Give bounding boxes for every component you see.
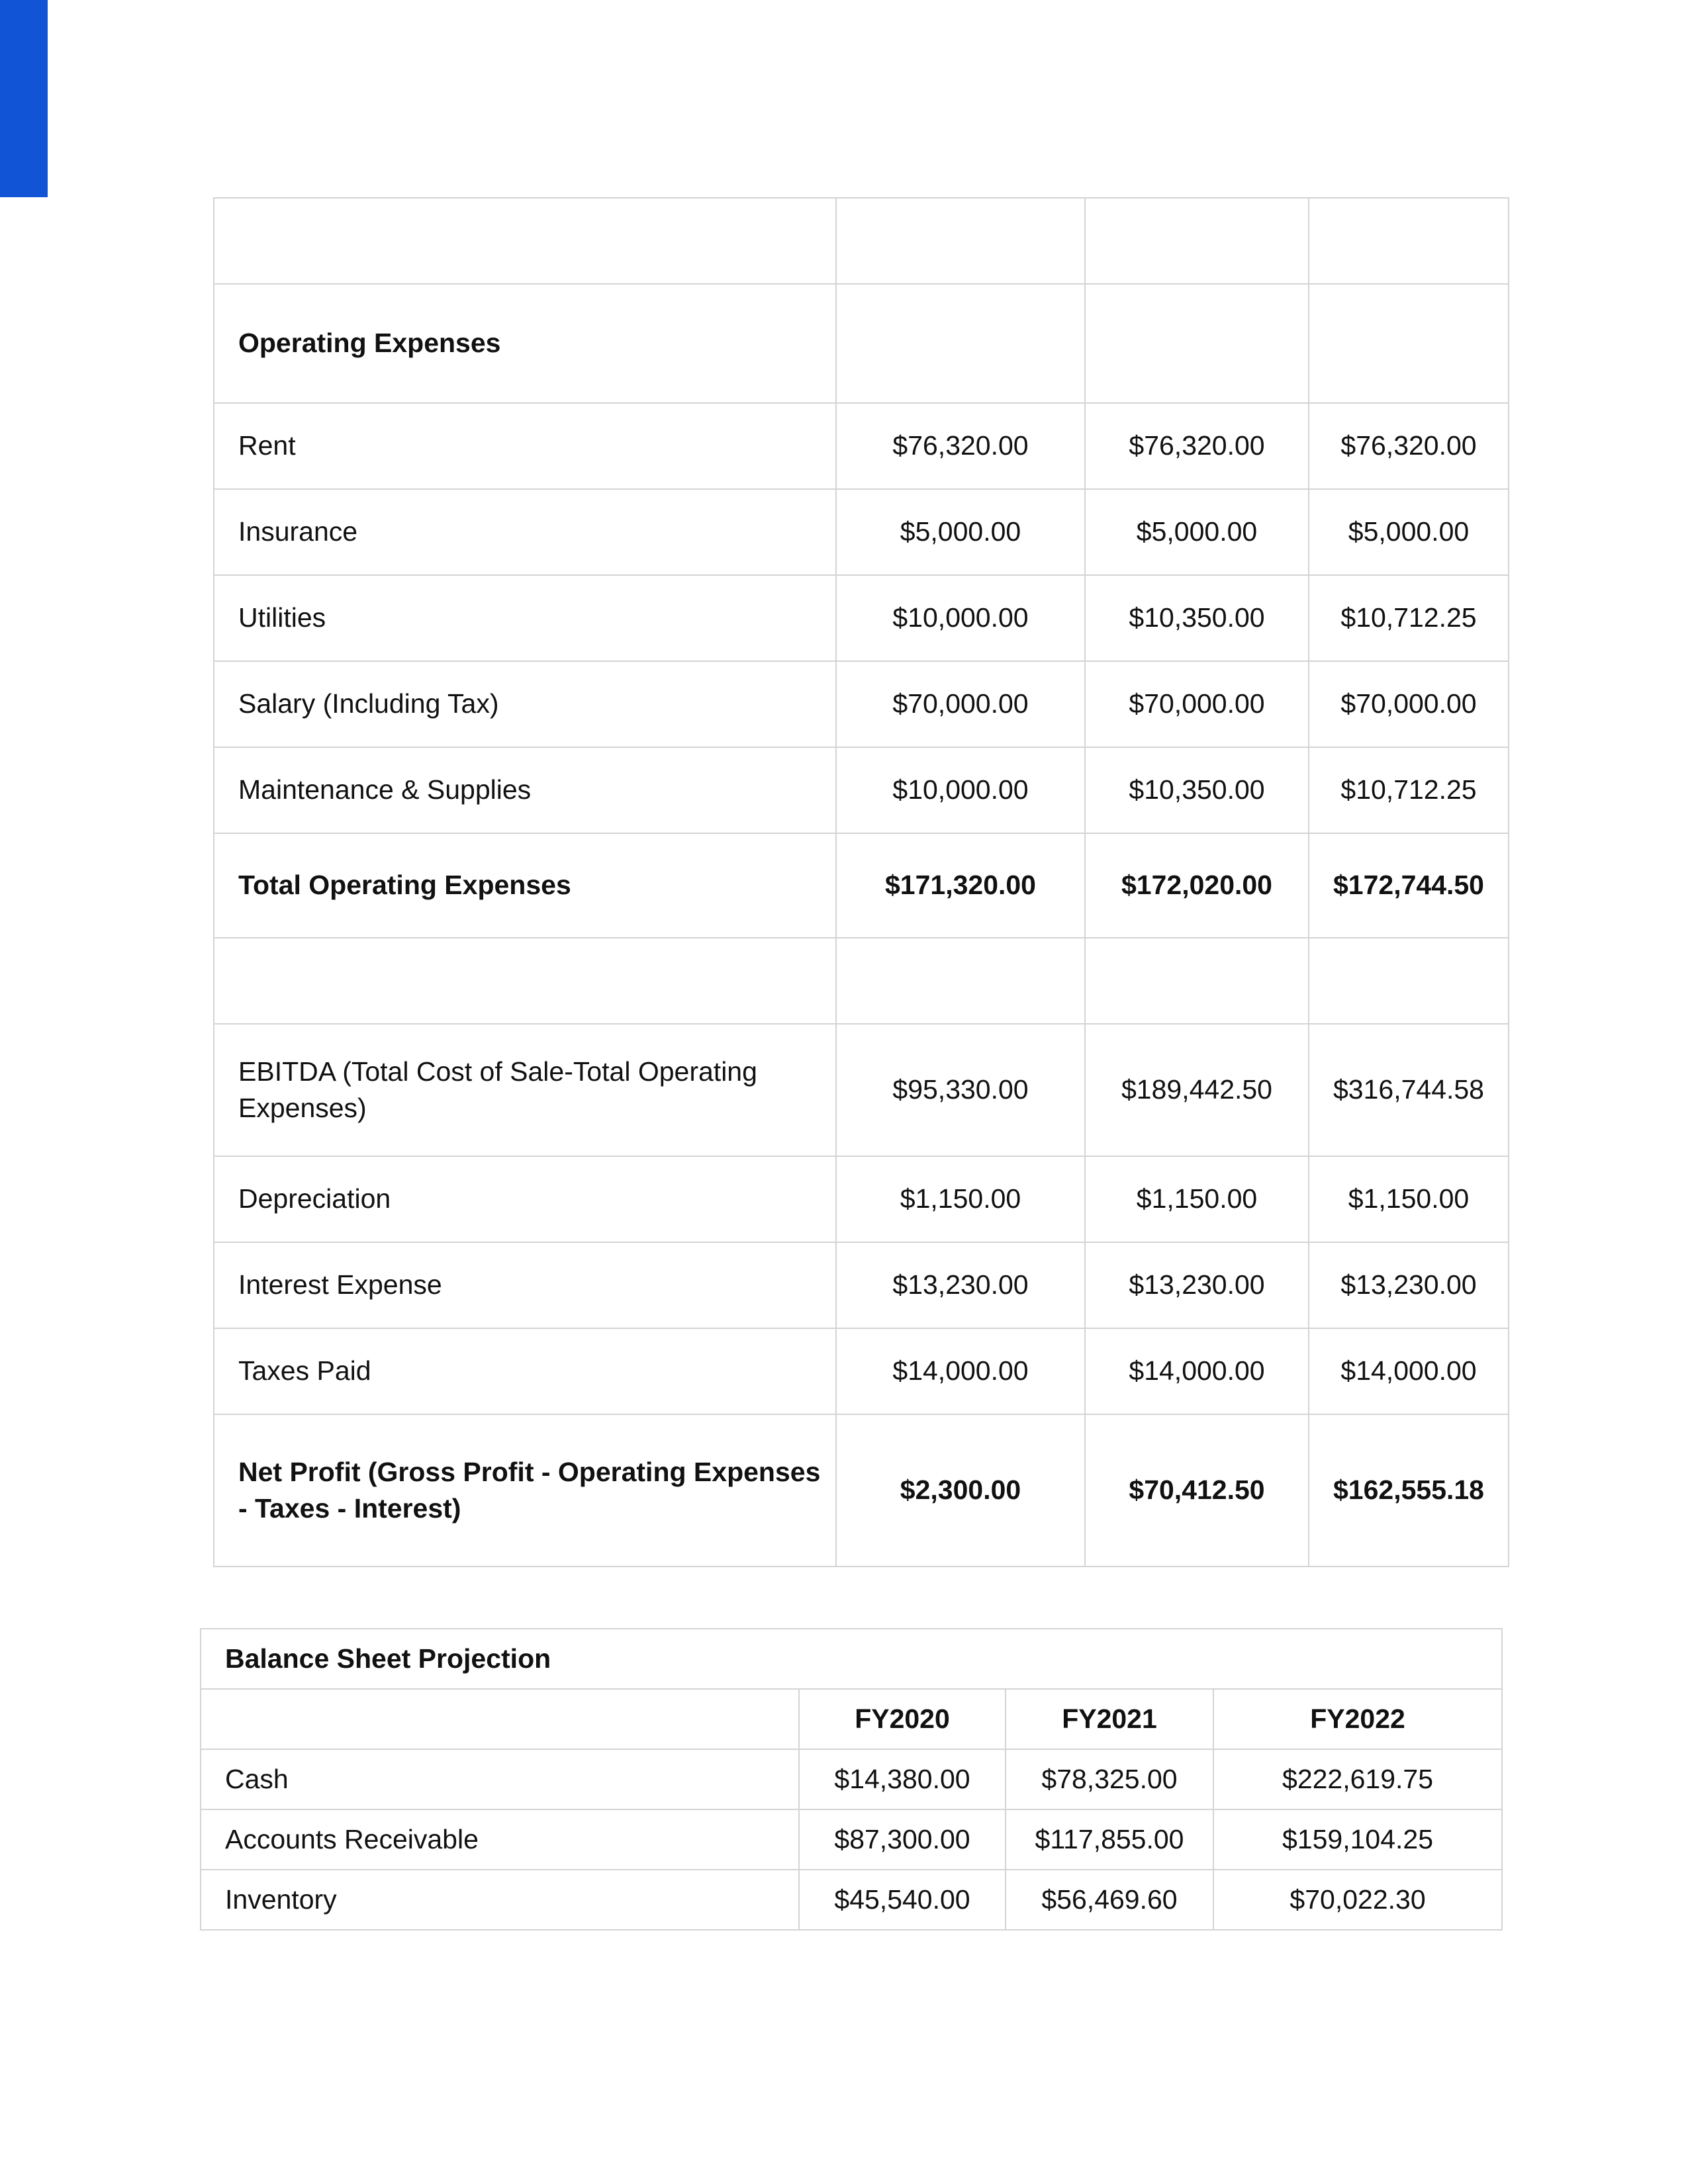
value-cell: $76,320.00 bbox=[836, 403, 1085, 489]
blank-cell bbox=[214, 938, 836, 1024]
blank-cell bbox=[1085, 198, 1309, 284]
value-cell: $78,325.00 bbox=[1006, 1749, 1213, 1809]
value-cell: $70,000.00 bbox=[1085, 661, 1309, 747]
value-cell: $45,540.00 bbox=[799, 1870, 1006, 1930]
row-label: EBITDA (Total Cost of Sale-Total Operating Expenses) bbox=[214, 1024, 836, 1156]
value-cell: $222,619.75 bbox=[1213, 1749, 1502, 1809]
blank-cell bbox=[1309, 284, 1509, 403]
table-row bbox=[214, 1156, 1509, 1242]
blank-cell bbox=[1309, 198, 1509, 284]
row-label: Salary (Including Tax) bbox=[214, 661, 836, 747]
table-row bbox=[214, 1328, 1509, 1414]
blank-cell bbox=[1309, 938, 1509, 1024]
value-cell: $159,104.25 bbox=[1213, 1809, 1502, 1870]
row-label: Rent bbox=[214, 403, 836, 489]
value-cell: $10,712.25 bbox=[1309, 747, 1509, 833]
value-cell: $95,330.00 bbox=[836, 1024, 1085, 1156]
table-row bbox=[201, 1870, 1502, 1930]
value-cell: $87,300.00 bbox=[799, 1809, 1006, 1870]
value-cell: $189,442.50 bbox=[1085, 1024, 1309, 1156]
value-cell: $162,555.18 bbox=[1309, 1414, 1509, 1567]
value-cell: $10,000.00 bbox=[836, 575, 1085, 661]
row-label: Total Operating Expenses bbox=[214, 833, 836, 938]
value-cell: $10,350.00 bbox=[1085, 747, 1309, 833]
blank-row bbox=[214, 938, 1509, 1024]
column-header-row bbox=[201, 1689, 1502, 1749]
accent-bar bbox=[0, 0, 48, 197]
row-label: Insurance bbox=[214, 489, 836, 575]
blank-cell bbox=[1085, 284, 1309, 403]
table-row bbox=[201, 1809, 1502, 1870]
net-profit-row bbox=[214, 1414, 1509, 1567]
value-cell: $117,855.00 bbox=[1006, 1809, 1213, 1870]
blank-cell bbox=[836, 938, 1085, 1024]
table-row bbox=[214, 403, 1509, 489]
value-cell: $13,230.00 bbox=[836, 1242, 1085, 1328]
value-cell: $1,150.00 bbox=[1085, 1156, 1309, 1242]
blank-cell bbox=[201, 1689, 799, 1749]
blank-cell bbox=[214, 198, 836, 284]
value-cell: $70,000.00 bbox=[836, 661, 1085, 747]
value-cell: $14,000.00 bbox=[836, 1328, 1085, 1414]
value-cell: $10,000.00 bbox=[836, 747, 1085, 833]
blank-cell bbox=[1085, 938, 1309, 1024]
table-row bbox=[214, 661, 1509, 747]
column-header: FY2022 bbox=[1213, 1689, 1502, 1749]
income-statement-table bbox=[213, 197, 1509, 1567]
row-label: Utilities bbox=[214, 575, 836, 661]
value-cell: $14,000.00 bbox=[1309, 1328, 1509, 1414]
table-row bbox=[201, 1749, 1502, 1809]
value-cell: $70,412.50 bbox=[1085, 1414, 1309, 1567]
total-operating-row bbox=[214, 833, 1509, 938]
value-cell: $14,000.00 bbox=[1085, 1328, 1309, 1414]
row-label: Interest Expense bbox=[214, 1242, 836, 1328]
blank-cell bbox=[836, 284, 1085, 403]
value-cell: $70,000.00 bbox=[1309, 661, 1509, 747]
blank-row bbox=[214, 198, 1509, 284]
value-cell: $5,000.00 bbox=[1309, 489, 1509, 575]
value-cell: $316,744.58 bbox=[1309, 1024, 1509, 1156]
value-cell: $5,000.00 bbox=[1085, 489, 1309, 575]
value-cell: $1,150.00 bbox=[1309, 1156, 1509, 1242]
ebitda-row bbox=[214, 1024, 1509, 1156]
value-cell: $172,744.50 bbox=[1309, 833, 1509, 938]
balance-sheet-title: Balance Sheet Projection bbox=[201, 1629, 1502, 1689]
row-label: Accounts Receivable bbox=[201, 1809, 799, 1870]
value-cell: $2,300.00 bbox=[836, 1414, 1085, 1567]
table-row bbox=[214, 747, 1509, 833]
column-header: FY2020 bbox=[799, 1689, 1006, 1749]
value-cell: $76,320.00 bbox=[1309, 403, 1509, 489]
value-cell: $5,000.00 bbox=[836, 489, 1085, 575]
value-cell: $171,320.00 bbox=[836, 833, 1085, 938]
value-cell: $56,469.60 bbox=[1006, 1870, 1213, 1930]
row-label: Inventory bbox=[201, 1870, 799, 1930]
value-cell: $14,380.00 bbox=[799, 1749, 1006, 1809]
value-cell: $76,320.00 bbox=[1085, 403, 1309, 489]
value-cell: $1,150.00 bbox=[836, 1156, 1085, 1242]
section-title: Operating Expenses bbox=[214, 284, 836, 403]
row-label: Taxes Paid bbox=[214, 1328, 836, 1414]
table-row bbox=[214, 1242, 1509, 1328]
balance-sheet-table bbox=[200, 1628, 1503, 1931]
section-header-row bbox=[214, 284, 1509, 403]
value-cell: $10,350.00 bbox=[1085, 575, 1309, 661]
value-cell: $10,712.25 bbox=[1309, 575, 1509, 661]
table-row bbox=[214, 489, 1509, 575]
row-label: Cash bbox=[201, 1749, 799, 1809]
column-header: FY2021 bbox=[1006, 1689, 1213, 1749]
balance-title-row bbox=[201, 1629, 1502, 1689]
table-row bbox=[214, 575, 1509, 661]
value-cell: $70,022.30 bbox=[1213, 1870, 1502, 1930]
row-label: Maintenance & Supplies bbox=[214, 747, 836, 833]
value-cell: $13,230.00 bbox=[1309, 1242, 1509, 1328]
row-label: Net Profit (Gross Profit - Operating Expenses - Taxes - Interest) bbox=[214, 1414, 836, 1567]
value-cell: $172,020.00 bbox=[1085, 833, 1309, 938]
blank-cell bbox=[836, 198, 1085, 284]
value-cell: $13,230.00 bbox=[1085, 1242, 1309, 1328]
row-label: Depreciation bbox=[214, 1156, 836, 1242]
